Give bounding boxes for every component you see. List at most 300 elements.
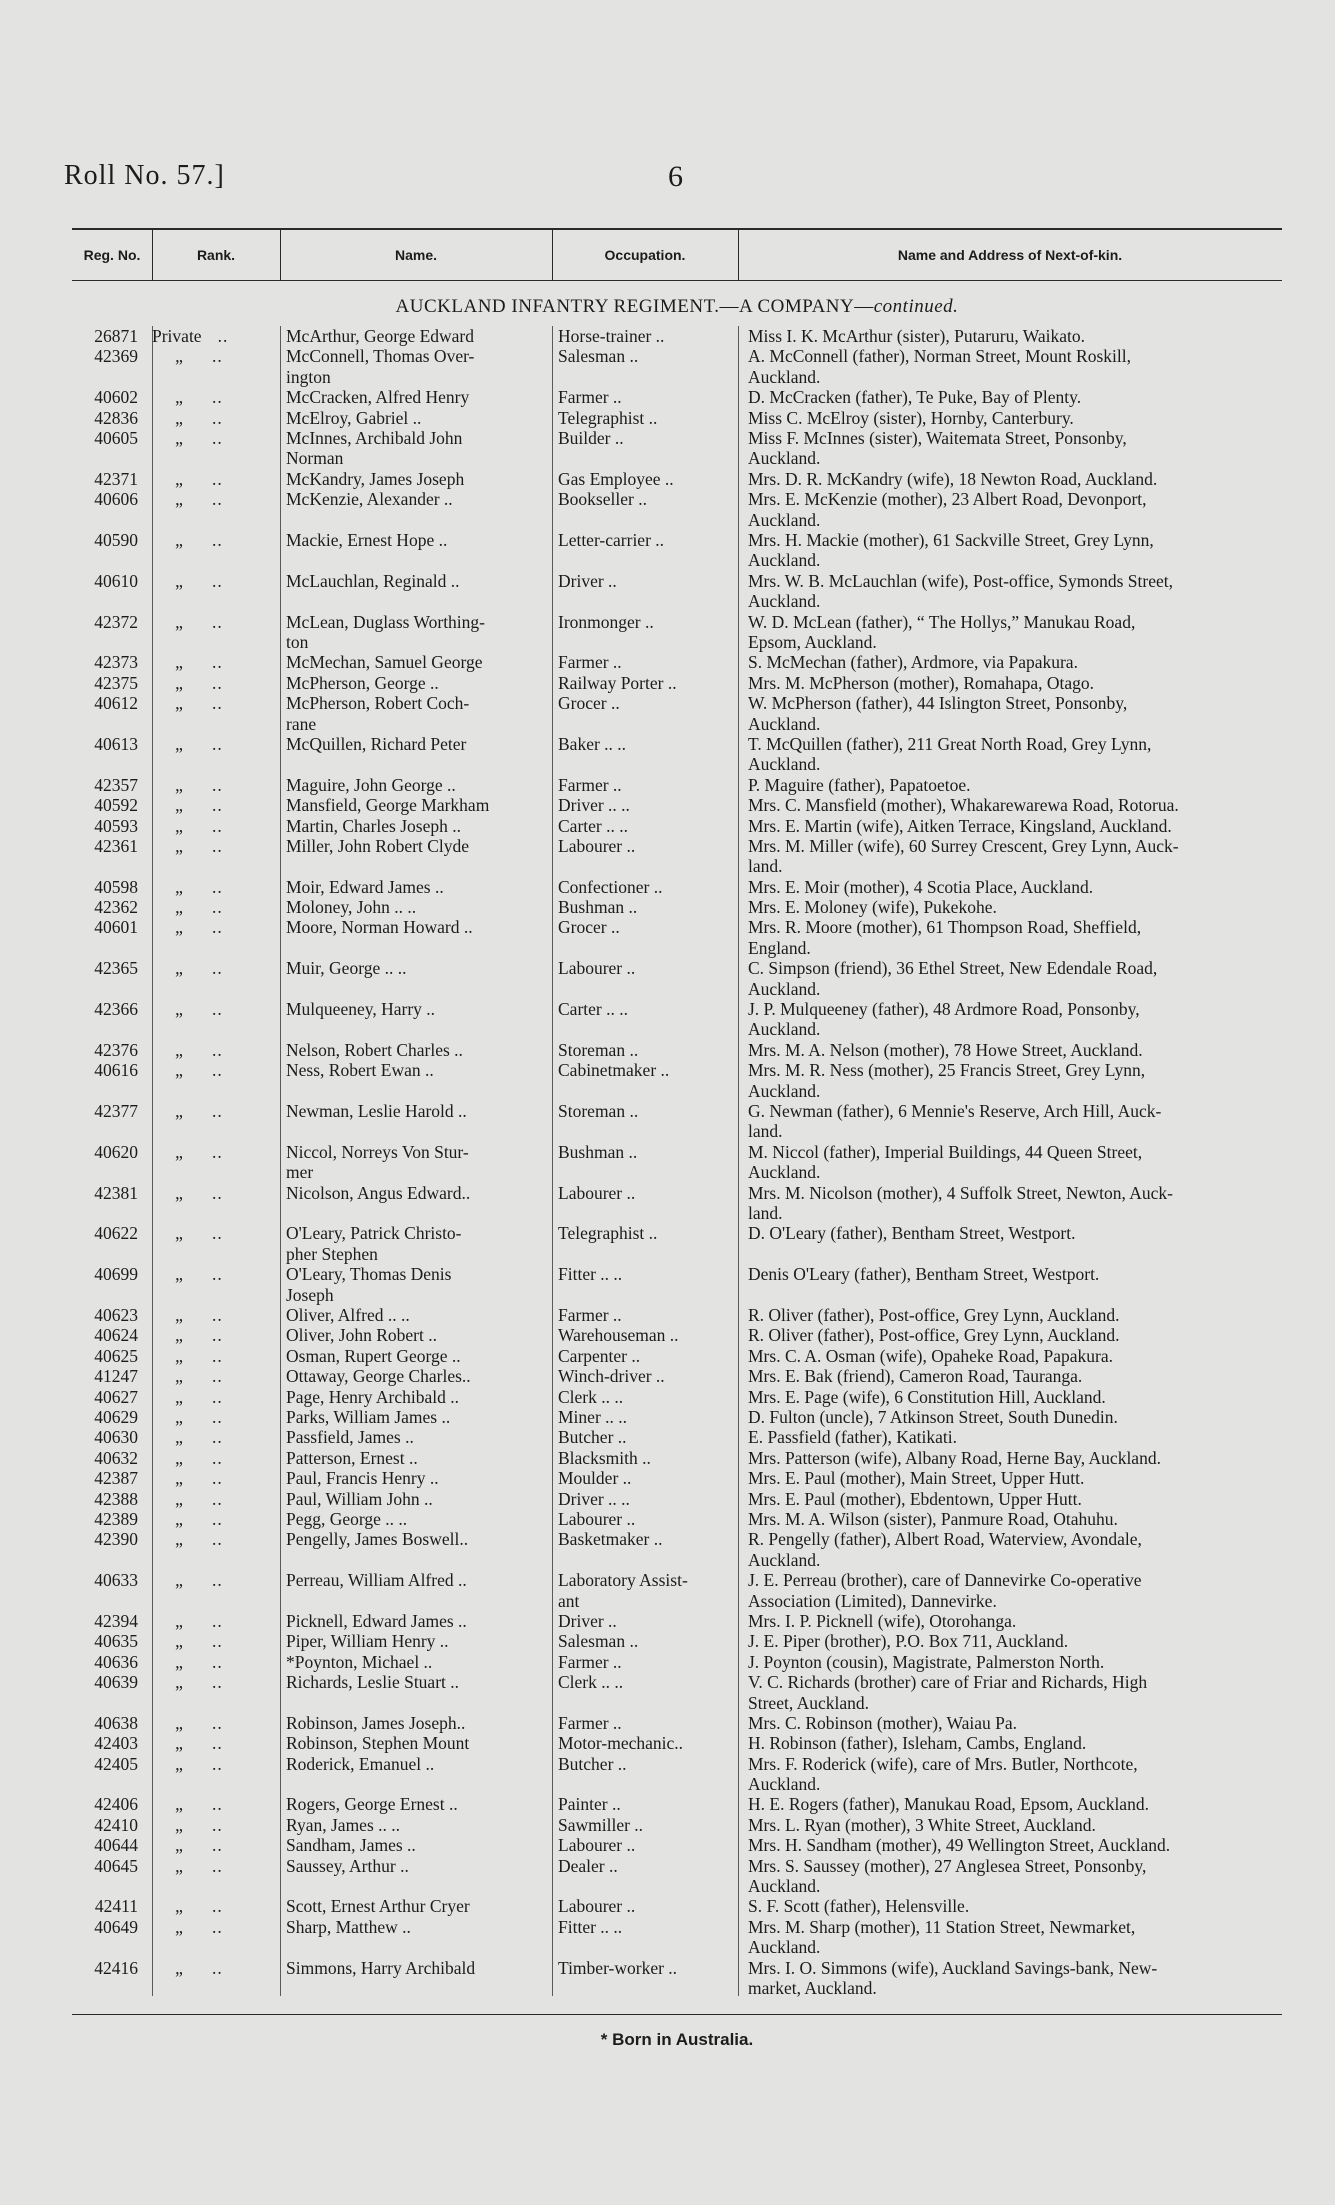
next-of-kin: [748, 1346, 1282, 1366]
soldier-name-line: Rogers, George Ernest ..: [286, 1794, 458, 1815]
table-row: [72, 1142, 1282, 1183]
next-of-kin-line: Association (Limited), Dannevirke.: [748, 1590, 997, 1611]
occupation-line: Bushman ..: [558, 1141, 638, 1162]
rank-cell: [152, 693, 262, 713]
table-row: [72, 1509, 1282, 1529]
next-of-kin: [748, 1570, 1282, 1611]
rank-cell: [152, 1101, 262, 1121]
rank-cell: [152, 1346, 262, 1366]
next-of-kin-line: Mrs. E. Martin (wife), Aitken Terrace, Kingsland, Auckland.: [748, 815, 1172, 836]
soldier-name-line: Picknell, Edward James ..: [286, 1610, 467, 1631]
rank: „: [175, 489, 183, 510]
column-header-occupation: Occupation.: [604, 247, 686, 263]
reg-number: 42369: [94, 346, 138, 367]
next-of-kin-line: Mrs. C. Robinson (mother), Waiau Pa.: [748, 1712, 1018, 1733]
next-of-kin: [748, 1448, 1282, 1468]
rank-cell: [152, 1509, 262, 1529]
rank: „: [175, 1039, 183, 1060]
rank: „: [175, 815, 183, 836]
next-of-kin-line: P. Maguire (father), Papatoetoe.: [748, 774, 971, 795]
next-of-kin: [748, 1815, 1282, 1835]
reg-number: 40638: [94, 1712, 138, 1733]
rank: „: [175, 1305, 183, 1326]
rank: „: [175, 529, 183, 550]
next-of-kin: [748, 469, 1282, 489]
next-of-kin: [748, 1264, 1282, 1284]
soldier-name-line: McInnes, Archibald John: [286, 427, 463, 448]
soldier-name-line: Ottaway, George Charles..: [286, 1366, 471, 1387]
next-of-kin-line: Auckland.: [748, 713, 821, 734]
occupation-line: Storeman ..: [558, 1039, 639, 1060]
occupation-line: Farmer ..: [558, 652, 622, 673]
rank-cell: [152, 1958, 262, 1978]
next-of-kin-line: Mrs. Patterson (wife), Albany Road, Herne Bay, Auckland.: [748, 1447, 1161, 1468]
table-row: [72, 530, 1282, 571]
next-of-kin-line: Miss C. McElroy (sister), Hornby, Canterbury.: [748, 407, 1074, 428]
rank: „: [175, 774, 183, 795]
table-row: [72, 1917, 1282, 1958]
soldier-name-line: Robinson, James Joseph..: [286, 1712, 466, 1733]
occupation-line: Labourer ..: [558, 1896, 636, 1917]
next-of-kin: [748, 1754, 1282, 1795]
next-of-kin-line: Mrs. R. Moore (mother), 61 Thompson Road, Sheffield,: [748, 917, 1142, 938]
section-title-text: AUCKLAND INFANTRY REGIMENT.—A COMPANY—: [395, 296, 874, 317]
reg-number: 40592: [94, 795, 138, 816]
rank-cell: [152, 1631, 262, 1651]
reg-number: 40593: [94, 815, 138, 836]
occupation-line: Labourer ..: [558, 1508, 636, 1529]
reg-number: 40644: [94, 1835, 138, 1856]
reg-number: 42403: [94, 1733, 138, 1754]
table-row: [72, 1060, 1282, 1101]
leader-dots: ..: [212, 897, 223, 918]
table-row: [72, 1346, 1282, 1366]
leader-dots: ..: [212, 652, 223, 673]
soldier-name-line: Ryan, James .. ..: [286, 1814, 401, 1835]
leader-dots: ..: [212, 611, 223, 632]
occupation-line: Farmer ..: [558, 774, 622, 795]
next-of-kin: [748, 673, 1282, 693]
rank-cell: [152, 1223, 262, 1243]
rank-cell: [152, 612, 262, 632]
next-of-kin: [748, 1366, 1282, 1386]
reg-number: 40627: [94, 1386, 138, 1407]
soldier-name-line: Ness, Robert Ewan ..: [286, 1060, 434, 1081]
leader-dots: ..: [212, 1039, 223, 1060]
occupation-line: Baker .. ..: [558, 733, 627, 754]
rank-cell: [152, 734, 262, 754]
leader-dots: ..: [212, 835, 223, 856]
table-row: [72, 673, 1282, 693]
table-row: [72, 1223, 1282, 1264]
next-of-kin-line: land.: [748, 1121, 783, 1142]
table-row: [72, 489, 1282, 530]
reg-number: 40622: [94, 1223, 138, 1244]
rank-cell: [152, 877, 262, 897]
rank: „: [175, 795, 183, 816]
rank: „: [175, 1529, 183, 1550]
next-of-kin-line: England.: [748, 937, 811, 958]
next-of-kin-line: Auckland.: [748, 1162, 821, 1183]
next-of-kin-line: Mrs. M. Nicolson (mother), 4 Suffolk Street, Newton, Auck-: [748, 1182, 1173, 1203]
reg-number: 40645: [94, 1855, 138, 1876]
soldier-name-line: Paul, William John ..: [286, 1488, 433, 1509]
rank: „: [175, 876, 183, 897]
leader-dots: ..: [212, 468, 223, 489]
rank: „: [175, 1794, 183, 1815]
next-of-kin-line: Mrs. M. McPherson (mother), Romahapa, Otago.: [748, 672, 1095, 693]
soldier-name-line: Sandham, James ..: [286, 1835, 416, 1856]
next-of-kin-line: Mrs. M. A. Wilson (sister), Panmure Road, Otahuhu.: [748, 1508, 1118, 1529]
occupation-line: Driver .. ..: [558, 1488, 630, 1509]
next-of-kin-line: J. P. Mulqueeney (father), 48 Ardmore Road, Ponsonby,: [748, 999, 1140, 1020]
table-row: [72, 1264, 1282, 1305]
occupation-line: Fitter .. ..: [558, 1264, 623, 1285]
leader-dots: ..: [212, 1264, 223, 1285]
reg-number: 41247: [94, 1366, 138, 1387]
occupation-line: Sawmiller ..: [558, 1814, 644, 1835]
rank-cell: [152, 836, 262, 856]
leader-dots: ..: [212, 733, 223, 754]
next-of-kin-line: Mrs. I. O. Simmons (wife), Auckland Savings-bank, New-: [748, 1957, 1158, 1978]
occupation-line: Driver ..: [558, 1610, 617, 1631]
occupation-line: Basketmaker ..: [558, 1529, 663, 1550]
next-of-kin-line: S. McMechan (father), Ardmore, via Papakura.: [748, 652, 1078, 673]
reg-number: 42365: [94, 958, 138, 979]
soldier-name-line: Maguire, John George ..: [286, 774, 456, 795]
next-of-kin-line: M. Niccol (father), Imperial Buildings, 44 Queen Street,: [748, 1141, 1143, 1162]
table-row: [72, 387, 1282, 407]
next-of-kin: [748, 734, 1282, 775]
leader-dots: ..: [212, 346, 223, 367]
next-of-kin-line: J. E. Piper (brother), P.O. Box 711, Auckland.: [748, 1631, 1069, 1652]
reg-number: 42371: [94, 468, 138, 489]
table-row: [72, 1958, 1282, 1999]
occupation-line: Confectioner ..: [558, 876, 663, 897]
reg-number: 40699: [94, 1264, 138, 1285]
leader-dots: ..: [212, 1468, 223, 1489]
rank: „: [175, 917, 183, 938]
soldier-name-line: Robinson, Stephen Mount: [286, 1733, 470, 1754]
leader-dots: ..: [212, 1060, 223, 1081]
table-row: [72, 346, 1282, 387]
next-of-kin-line: Mrs. E. Paul (mother), Main Street, Upper Hutt.: [748, 1468, 1085, 1489]
next-of-kin-line: D. O'Leary (father), Bentham Street, Westport.: [748, 1223, 1076, 1244]
next-of-kin-line: J. E. Perreau (brother), care of Dannevirke Co-operative: [748, 1570, 1142, 1591]
next-of-kin-line: Mrs. H. Mackie (mother), 61 Sackville Street, Grey Lynn,: [748, 529, 1154, 550]
soldier-name-line: Niccol, Norreys Von Stur-: [286, 1141, 469, 1162]
occupation-line: ant: [558, 1590, 580, 1611]
next-of-kin-line: E. Passfield (father), Katikati.: [748, 1427, 957, 1448]
rank-cell: [152, 1570, 262, 1590]
rank: „: [175, 1855, 183, 1876]
soldier-name-line: ington: [286, 366, 331, 387]
rank: „: [175, 733, 183, 754]
occupation-line: Labourer ..: [558, 835, 636, 856]
soldier-name-line: rane: [286, 713, 317, 734]
reg-number: 40639: [94, 1672, 138, 1693]
soldier-name-line: McLauchlan, Reginald ..: [286, 570, 460, 591]
soldier-name-line: McMechan, Samuel George: [286, 652, 483, 673]
next-of-kin-line: Auckland.: [748, 978, 821, 999]
occupation-line: Horse-trainer ..: [558, 326, 665, 346]
next-of-kin: [748, 1794, 1282, 1814]
next-of-kin: [748, 795, 1282, 815]
next-of-kin: [748, 1917, 1282, 1958]
rank-cell: [152, 1060, 262, 1080]
next-of-kin-line: Epsom, Auckland.: [748, 631, 877, 652]
leader-dots: ..: [212, 1753, 223, 1774]
rank-cell: [152, 530, 262, 550]
soldier-name-line: Mackie, Ernest Hope ..: [286, 529, 448, 550]
leader-dots: ..: [212, 1794, 223, 1815]
occupation-line: Carter .. ..: [558, 999, 628, 1020]
next-of-kin: [748, 897, 1282, 917]
reg-number: 42366: [94, 999, 138, 1020]
reg-number: 42381: [94, 1182, 138, 1203]
rank-cell: [152, 1142, 262, 1162]
next-of-kin-line: Mrs. L. Ryan (mother), 3 White Street, Auckland.: [748, 1814, 1096, 1835]
leader-dots: ..: [212, 1712, 223, 1733]
leader-dots: ..: [212, 1366, 223, 1387]
next-of-kin-line: Denis O'Leary (father), Bentham Street, Westport.: [748, 1264, 1100, 1285]
leader-dots: ..: [212, 1672, 223, 1693]
rank: „: [175, 1060, 183, 1081]
occupation-line: Builder ..: [558, 427, 624, 448]
table-row: [72, 1733, 1282, 1753]
occupation-line: Painter ..: [558, 1794, 621, 1815]
rank: „: [175, 1101, 183, 1122]
reg-number: 42373: [94, 652, 138, 673]
reg-number: 42357: [94, 774, 138, 795]
rank-cell: [152, 408, 262, 428]
table-row: [72, 1713, 1282, 1733]
leader-dots: ..: [212, 1488, 223, 1509]
reg-number: 42376: [94, 1039, 138, 1060]
next-of-kin-line: Street, Auckland.: [748, 1692, 870, 1713]
next-of-kin-line: A. McConnell (father), Norman Street, Mount Roskill,: [748, 346, 1131, 367]
occupation-line: Farmer ..: [558, 1651, 622, 1672]
next-of-kin: [748, 530, 1282, 571]
table-row: [72, 1856, 1282, 1897]
occupation-line: Clerk .. ..: [558, 1386, 624, 1407]
soldier-name-line: Perreau, William Alfred ..: [286, 1570, 467, 1591]
rank-cell: [152, 1652, 262, 1672]
table-row: [72, 1815, 1282, 1835]
leader-dots: ..: [212, 407, 223, 428]
rank: „: [175, 835, 183, 856]
table-header-rule: [72, 280, 1282, 281]
occupation-line: Salesman ..: [558, 1631, 639, 1652]
next-of-kin-line: Mrs. E. Moloney (wife), Pukekohe.: [748, 897, 997, 918]
rank: „: [175, 1366, 183, 1387]
rank-cell: [152, 958, 262, 978]
occupation-line: Warehouseman ..: [558, 1325, 679, 1346]
reg-number: 40636: [94, 1651, 138, 1672]
rank-cell: [152, 1835, 262, 1855]
rank-cell: [152, 1529, 262, 1549]
occupation-line: Timber-worker ..: [558, 1957, 678, 1978]
table-row: [72, 1631, 1282, 1651]
column-header-rank: Rank.: [196, 247, 236, 263]
leader-dots: ..: [212, 570, 223, 591]
soldier-name-line: McConnell, Thomas Over-: [286, 346, 475, 367]
table-row: [72, 1366, 1282, 1386]
table-row: [72, 816, 1282, 836]
table-row: [72, 1652, 1282, 1672]
next-of-kin-line: W. McPherson (father), 44 Islington Street, Ponsonby,: [748, 693, 1128, 714]
occupation-line: Dealer ..: [558, 1855, 618, 1876]
next-of-kin-line: R. Oliver (father), Post-office, Grey Lynn, Auckland.: [748, 1325, 1120, 1346]
table-row: [72, 1794, 1282, 1814]
table-row: [72, 1325, 1282, 1345]
soldier-name-line: McElroy, Gabriel ..: [286, 407, 422, 428]
rank-cell: [152, 1672, 262, 1692]
next-of-kin-line: C. Simpson (friend), 36 Ethel Street, New Edendale Road,: [748, 958, 1158, 979]
next-of-kin: [748, 1142, 1282, 1183]
table-row: [72, 571, 1282, 612]
reg-number: 42362: [94, 897, 138, 918]
next-of-kin: [748, 387, 1282, 407]
next-of-kin-line: R. Pengelly (father), Albert Road, Waterview, Avondale,: [748, 1529, 1142, 1550]
table-row: [72, 877, 1282, 897]
soldier-name-line: Oliver, Alfred .. ..: [286, 1305, 410, 1326]
reg-number: 40620: [94, 1141, 138, 1162]
reg-number: 40624: [94, 1325, 138, 1346]
soldier-name-line: Mulqueeney, Harry ..: [286, 999, 436, 1020]
rank: „: [175, 1325, 183, 1346]
rank-cell: [152, 346, 262, 366]
leader-dots: ..: [212, 774, 223, 795]
rank: „: [175, 387, 183, 408]
next-of-kin-line: Auckland.: [748, 1937, 821, 1958]
next-of-kin: [748, 1468, 1282, 1488]
reg-number: 42372: [94, 611, 138, 632]
rank: „: [175, 468, 183, 489]
reg-number: 40623: [94, 1305, 138, 1326]
leader-dots: ..: [212, 917, 223, 938]
rank-cell: [152, 1183, 262, 1203]
rank: „: [175, 1733, 183, 1754]
soldier-name-line: McKandry, James Joseph: [286, 468, 465, 489]
next-of-kin-line: Mrs. W. B. McLauchlan (wife), Post-office, Symonds Street,: [748, 570, 1173, 591]
column-header-next-of-kin: Name and Address of Next-of-kin.: [897, 247, 1123, 263]
next-of-kin-line: Mrs. D. R. McKandry (wife), 18 Newton Road, Auckland.: [748, 468, 1158, 489]
leader-dots: ..: [212, 693, 223, 714]
occupation-line: Blacksmith ..: [558, 1447, 651, 1468]
rank-cell: [152, 1917, 262, 1937]
reg-number: 40635: [94, 1631, 138, 1652]
rank: „: [175, 346, 183, 367]
reg-number: 42375: [94, 672, 138, 693]
rank-cell: [152, 1325, 262, 1345]
next-of-kin-line: S. F. Scott (father), Helensville.: [748, 1896, 970, 1917]
column-header-name: Name.: [394, 247, 438, 263]
rank: „: [175, 958, 183, 979]
next-of-kin: [748, 1856, 1282, 1897]
table-row: [72, 1387, 1282, 1407]
table-row: [72, 1101, 1282, 1142]
next-of-kin: [748, 1407, 1282, 1427]
next-of-kin-line: Mrs. I. P. Picknell (wife), Otorohanga.: [748, 1610, 1017, 1631]
next-of-kin-line: Mrs. S. Saussey (mother), 27 Anglesea Street, Ponsonby,: [748, 1855, 1147, 1876]
next-of-kin-line: Auckland.: [748, 550, 821, 571]
occupation-line: Bushman ..: [558, 897, 638, 918]
leader-dots: ..: [212, 815, 223, 836]
rank: „: [175, 1672, 183, 1693]
soldier-name-line: Moloney, John .. ..: [286, 897, 417, 918]
leader-dots: ..: [212, 387, 223, 408]
occupation-line: Moulder ..: [558, 1468, 632, 1489]
next-of-kin: [748, 1305, 1282, 1325]
occupation-line: Telegraphist ..: [558, 407, 658, 428]
table-row: [72, 612, 1282, 653]
occupation-line: Carpenter ..: [558, 1345, 641, 1366]
leader-dots: ..: [212, 1916, 223, 1937]
occupation-line: Telegraphist ..: [558, 1223, 658, 1244]
leader-dots: ..: [212, 1508, 223, 1529]
reg-number: 42387: [94, 1468, 138, 1489]
soldier-name-line: Patterson, Ernest ..: [286, 1447, 418, 1468]
reg-number: 40633: [94, 1570, 138, 1591]
occupation-line: Driver ..: [558, 570, 617, 591]
reg-number: 40606: [94, 489, 138, 510]
rank: „: [175, 1570, 183, 1591]
occupation-line: Driver .. ..: [558, 795, 630, 816]
occupation-line: Labourer ..: [558, 1182, 636, 1203]
leader-dots: ..: [212, 1345, 223, 1366]
next-of-kin: [748, 652, 1282, 672]
soldier-name-line: Saussey, Arthur ..: [286, 1855, 409, 1876]
next-of-kin: [748, 1040, 1282, 1060]
rank: „: [175, 1957, 183, 1978]
table-row: [72, 1305, 1282, 1325]
leader-dots: ..: [212, 1896, 223, 1917]
next-of-kin-line: Auckland.: [748, 1080, 821, 1101]
leader-dots: ..: [212, 489, 223, 510]
leader-dots: ..: [212, 1957, 223, 1978]
rank-cell: [152, 1387, 262, 1407]
reg-number: 40629: [94, 1406, 138, 1427]
rank: „: [175, 1916, 183, 1937]
next-of-kin: [748, 1489, 1282, 1509]
table-row: [72, 1427, 1282, 1447]
next-of-kin-line: Mrs. M. Sharp (mother), 11 Station Street, Newmarket,: [748, 1916, 1136, 1937]
table-row: [72, 1529, 1282, 1570]
table-row: [72, 836, 1282, 877]
rank-cell: [152, 775, 262, 795]
rank-cell: [152, 1815, 262, 1835]
occupation-line: Salesman ..: [558, 346, 639, 367]
next-of-kin: [748, 693, 1282, 734]
occupation-line: Farmer ..: [558, 1305, 622, 1326]
rank-cell: [152, 387, 262, 407]
footnote: * Born in Australia.: [600, 2030, 754, 2049]
next-of-kin-line: Auckland.: [748, 1019, 821, 1040]
occupation-line: Labourer ..: [558, 1835, 636, 1856]
leader-dots: ..: [212, 1529, 223, 1550]
leader-dots: ..: [212, 1141, 223, 1162]
next-of-kin-line: R. Oliver (father), Post-office, Grey Lynn, Auckland.: [748, 1305, 1120, 1326]
rank-cell: [152, 1713, 262, 1733]
soldier-name-line: Pengelly, James Boswell..: [286, 1529, 469, 1550]
rank-cell: [152, 1407, 262, 1427]
rank: „: [175, 1406, 183, 1427]
reg-number: 42361: [94, 835, 138, 856]
rank-cell: [152, 1448, 262, 1468]
occupation-line: Railway Porter ..: [558, 672, 677, 693]
rank: „: [175, 1508, 183, 1529]
